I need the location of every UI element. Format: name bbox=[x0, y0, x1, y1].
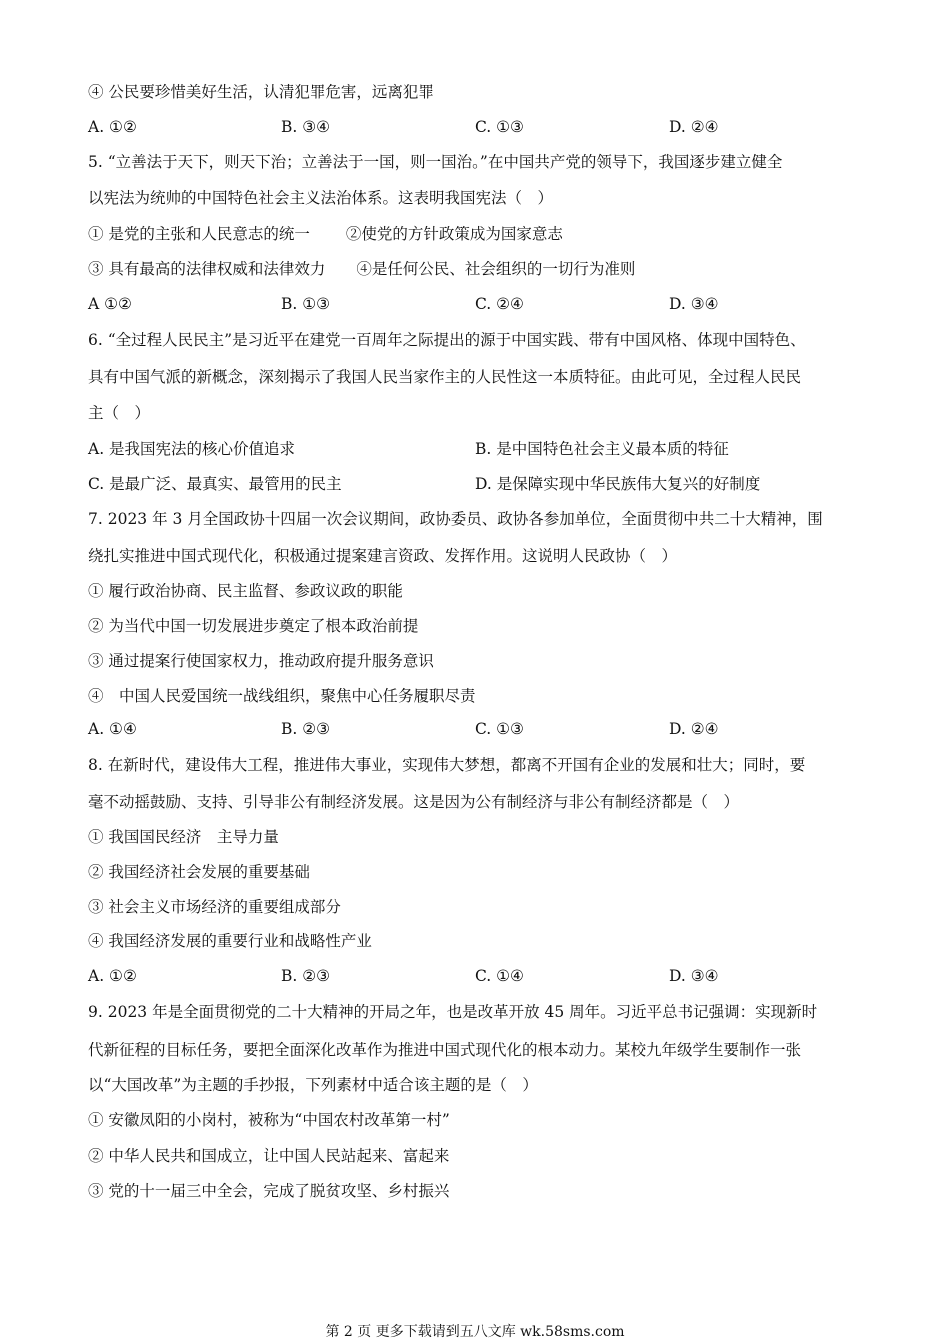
option-c: C. ①④ bbox=[475, 967, 524, 985]
q5-stem-line2: 以宪法为统帅的中国特色社会主义法治体系。这表明我国宪法（ ） bbox=[88, 189, 554, 207]
q7-stem-line1: 7. 2023 年 3 月全国政协十四届一次会议期间，政协委员、政协各参加单位，全面贯彻中共二十大精神，围 bbox=[88, 510, 823, 528]
q9-stem-line3: 以“大国改革”为主题的手抄报，下列素材中适合该主题的是（ ） bbox=[88, 1076, 538, 1094]
option-d: D. ③④ bbox=[669, 967, 719, 985]
option-a: A. ①② bbox=[88, 118, 137, 136]
option-d: D. ③④ bbox=[669, 295, 719, 313]
q9-stem-line1: 9. 2023 年是全面贯彻党的二十大精神的开局之年，也是改革开放 45 周年。习近平总书记强调：实现新时 bbox=[88, 1003, 818, 1021]
q8-stem-line1: 8. 在新时代，建设伟大工程，推进伟大事业，实现伟大梦想，都离不开国有企业的发展和壮大；同时，要 bbox=[88, 756, 806, 774]
q4-options bbox=[88, 117, 888, 137]
option-b: B. ①③ bbox=[281, 295, 331, 313]
q8-options bbox=[88, 966, 888, 986]
q6-stem-line2: 具有中国气派的新概念，深刻揭示了我国人民当家作主的人民性这一本质特征。由此可见，全过程人民民 bbox=[88, 368, 802, 386]
q7-statement-3: ③ 通过提案行使国家权力，推动政府提升服务意识 bbox=[88, 652, 434, 670]
q6-stem-line1: 6. “全过程人民民主”是习近平在建党一百周年之际提出的源于中国实践、带有中国风格、体现中国特色、 bbox=[88, 331, 806, 349]
option-b: B. ③④ bbox=[281, 118, 331, 136]
option-a: A ①② bbox=[88, 295, 132, 313]
option-b: B. ②③ bbox=[281, 967, 331, 985]
q7-stem-line2: 绕扎实推进中国式现代化，积极通过提案建言资政、发挥作用。这说明人民政协（ ） bbox=[88, 547, 678, 565]
q6-options-ab bbox=[88, 439, 888, 459]
q6-stem-line3: 主（ ） bbox=[88, 404, 151, 422]
q5-statements-12: ① 是党的主张和人民意志的统一 ②使党的方针政策成为国家意志 bbox=[88, 225, 563, 243]
option-b: B. 是中国特色社会主义最本质的特征 bbox=[475, 440, 729, 458]
q5-stem-line1: 5. “立善法于天下，则天下治；立善法于一国，则一国治。”在中国共产党的领导下，我国逐步建立健全 bbox=[88, 153, 783, 171]
option-d: D. 是保障实现中华民族伟大复兴的好制度 bbox=[475, 475, 761, 493]
q5-options bbox=[88, 294, 888, 314]
q7-statement-2: ② 为当代中国一切发展进步奠定了根本政治前提 bbox=[88, 617, 419, 635]
option-b: B. ②③ bbox=[281, 720, 331, 738]
option-a: A. 是我国宪法的核心价值追求 bbox=[88, 440, 296, 458]
option-c: C. ①③ bbox=[475, 720, 524, 738]
q5-statements-34: ③ 具有最高的法律权威和法律效力 ④是任何公民、社会组织的一切行为准则 bbox=[88, 260, 636, 278]
q4-statement-4: ④ 公民要珍惜美好生活，认清犯罪危害，远离犯罪 bbox=[88, 83, 434, 101]
q8-statement-2: ② 我国经济社会发展的重要基础 bbox=[88, 863, 310, 881]
option-d: D. ②④ bbox=[669, 118, 719, 136]
option-a: A. ①④ bbox=[88, 720, 137, 738]
page-footer: 第 2 页 更多下载请到五八文库 wk.58sms.com bbox=[325, 1324, 625, 1340]
option-a: A. ①② bbox=[88, 967, 137, 985]
q8-stem-line2: 毫不动摇鼓励、支持、引导非公有制经济发展。这是因为公有制经济与非公有制经济都是（ ） bbox=[88, 793, 740, 811]
q8-statement-3: ③ 社会主义市场经济的重要组成部分 bbox=[88, 898, 341, 916]
option-d: D. ②④ bbox=[669, 720, 719, 738]
q8-statement-4: ④ 我国经济发展的重要行业和战略性产业 bbox=[88, 932, 372, 950]
option-c: C. ②④ bbox=[475, 295, 524, 313]
q9-statement-2: ② 中华人民共和国成立，让中国人民站起来、富起来 bbox=[88, 1147, 450, 1165]
q7-statement-1: ① 履行政治协商、民主监督、参政议政的职能 bbox=[88, 582, 403, 600]
q6-options-cd bbox=[88, 474, 888, 494]
q9-stem-line2: 代新征程的目标任务，要把全面深化改革作为推进中国式现代化的根本动力。某校九年级学生要制作一张 bbox=[88, 1041, 802, 1059]
q7-options bbox=[88, 719, 888, 739]
option-c: C. ①③ bbox=[475, 118, 524, 136]
q8-statement-1: ① 我国国民经济 主导力量 bbox=[88, 828, 279, 846]
q9-statement-1: ① 安徽凤阳的小岗村，被称为“中国农村改革第一村” bbox=[88, 1111, 450, 1129]
q7-statement-4: ④ 中国人民爱国统一战线组织，聚焦中心任务履职尽责 bbox=[88, 687, 476, 705]
option-c: C. 是最广泛、最真实、最管用的民主 bbox=[88, 475, 342, 493]
q9-statement-3: ③ 党的十一届三中全会，完成了脱贫攻坚、乡村振兴 bbox=[88, 1182, 450, 1200]
